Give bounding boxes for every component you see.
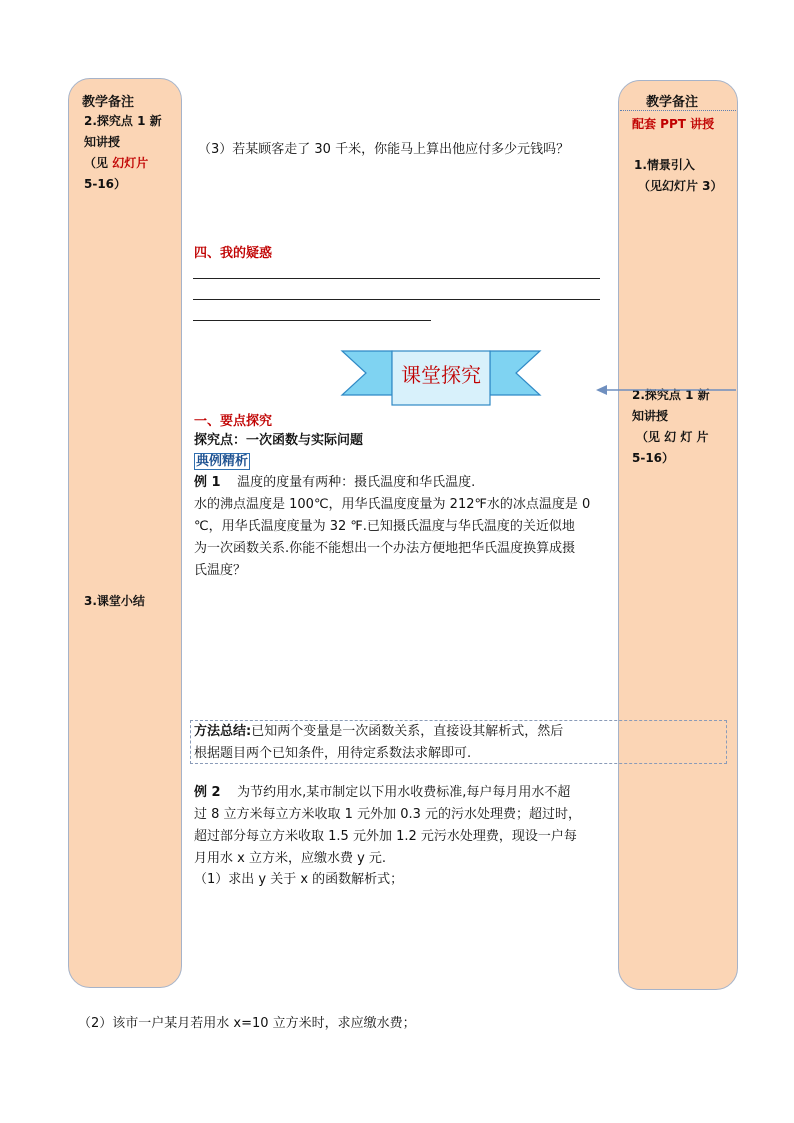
right-note-1: 1.情景引入 <box>634 158 695 172</box>
banner-title: 课堂探究 <box>401 363 481 387</box>
right-note-2-line4: 5-16） <box>632 451 675 465</box>
left-notes-panel <box>68 78 182 988</box>
example-1-line5: 氏温度？ <box>194 563 247 578</box>
method-summary-line1: 方法总结:已知两个变量是一次函数关系，直接设其解析式，然后 <box>194 724 564 739</box>
answer-line-1 <box>193 278 600 279</box>
question-2: （2）该市一户某月若用水 x=10 立方米时，求应缴水费； <box>78 1016 416 1031</box>
method-summary-line2: 根据题目两个已知条件，用待定系数法求解即可. <box>194 746 472 761</box>
example-analysis-tag: 典例精析 <box>196 454 249 469</box>
example-2-line3: 超过部分每立方米收取 1.5 元外加 1.2 元污水处理费，现设一户每 <box>194 829 577 844</box>
left-notes-header: 教学备注 <box>82 95 135 110</box>
example-1-line3: ℃，用华氏温度度量为 32 ℉.已知摄氏温度与华氏温度的关近似地 <box>194 519 575 534</box>
example-1-line4: 为一次函数关系.你能不能想出一个办法方便地把华氏温度换算成摄 <box>194 541 576 556</box>
example-1-line2: 水的沸点温度是 100℃，用华氏温度度量为 212℉水的冰点温度是 0 <box>194 497 591 512</box>
left-note-3: 3.课堂小结 <box>84 594 145 608</box>
example-2-line2: 过 8 立方米每立方米收取 1 元外加 0.3 元的污水处理费；超过时， <box>194 807 582 822</box>
right-note-2-line2: 知讲授 <box>632 409 669 423</box>
section-key-points: 一、要点探究 <box>194 414 273 429</box>
right-header-separator <box>620 110 736 111</box>
right-note-1-ref: （见幻灯片 3） <box>638 179 723 193</box>
right-notes-panel <box>618 80 738 990</box>
example-1-line1: 例 1 温度的度量有两种：摄氏温度和华氏温度. <box>194 475 476 490</box>
topic-title: 探究点：一次函数与实际问题 <box>194 433 364 448</box>
example-2-line1: 例 2 为节约用水,某市制定以下用水收费标准,每户每月用水不超 <box>194 785 571 800</box>
left-note-2-line3: （见 幻灯片 <box>84 156 149 170</box>
example-2-line4: 月用水 x 立方米，应缴水费 y 元. <box>194 851 387 866</box>
left-note-2-line2: 知讲授 <box>84 135 121 149</box>
section-my-questions: 四、我的疑惑 <box>194 246 273 261</box>
left-arrow-icon <box>596 382 738 398</box>
right-note-2-line1: 2.探究点 1 新 <box>632 388 710 402</box>
left-note-2-line1: 2.探究点 1 新 <box>84 114 162 128</box>
example-2-question-1: （1）求出 y 关于 x 的函数解析式； <box>194 872 404 887</box>
question-3: （3）若某顾客走了 30 千米，你能马上算出他应付多少元钱吗？ <box>198 142 570 157</box>
right-ppt-note: 配套 PPT 讲授 <box>632 117 715 131</box>
right-note-2-line3: （见 幻 灯 片 <box>636 430 709 444</box>
right-notes-header: 教学备注 <box>646 95 699 110</box>
answer-line-2 <box>193 299 600 300</box>
left-note-2-line4: 5-16） <box>84 177 127 191</box>
answer-line-3 <box>193 320 431 321</box>
